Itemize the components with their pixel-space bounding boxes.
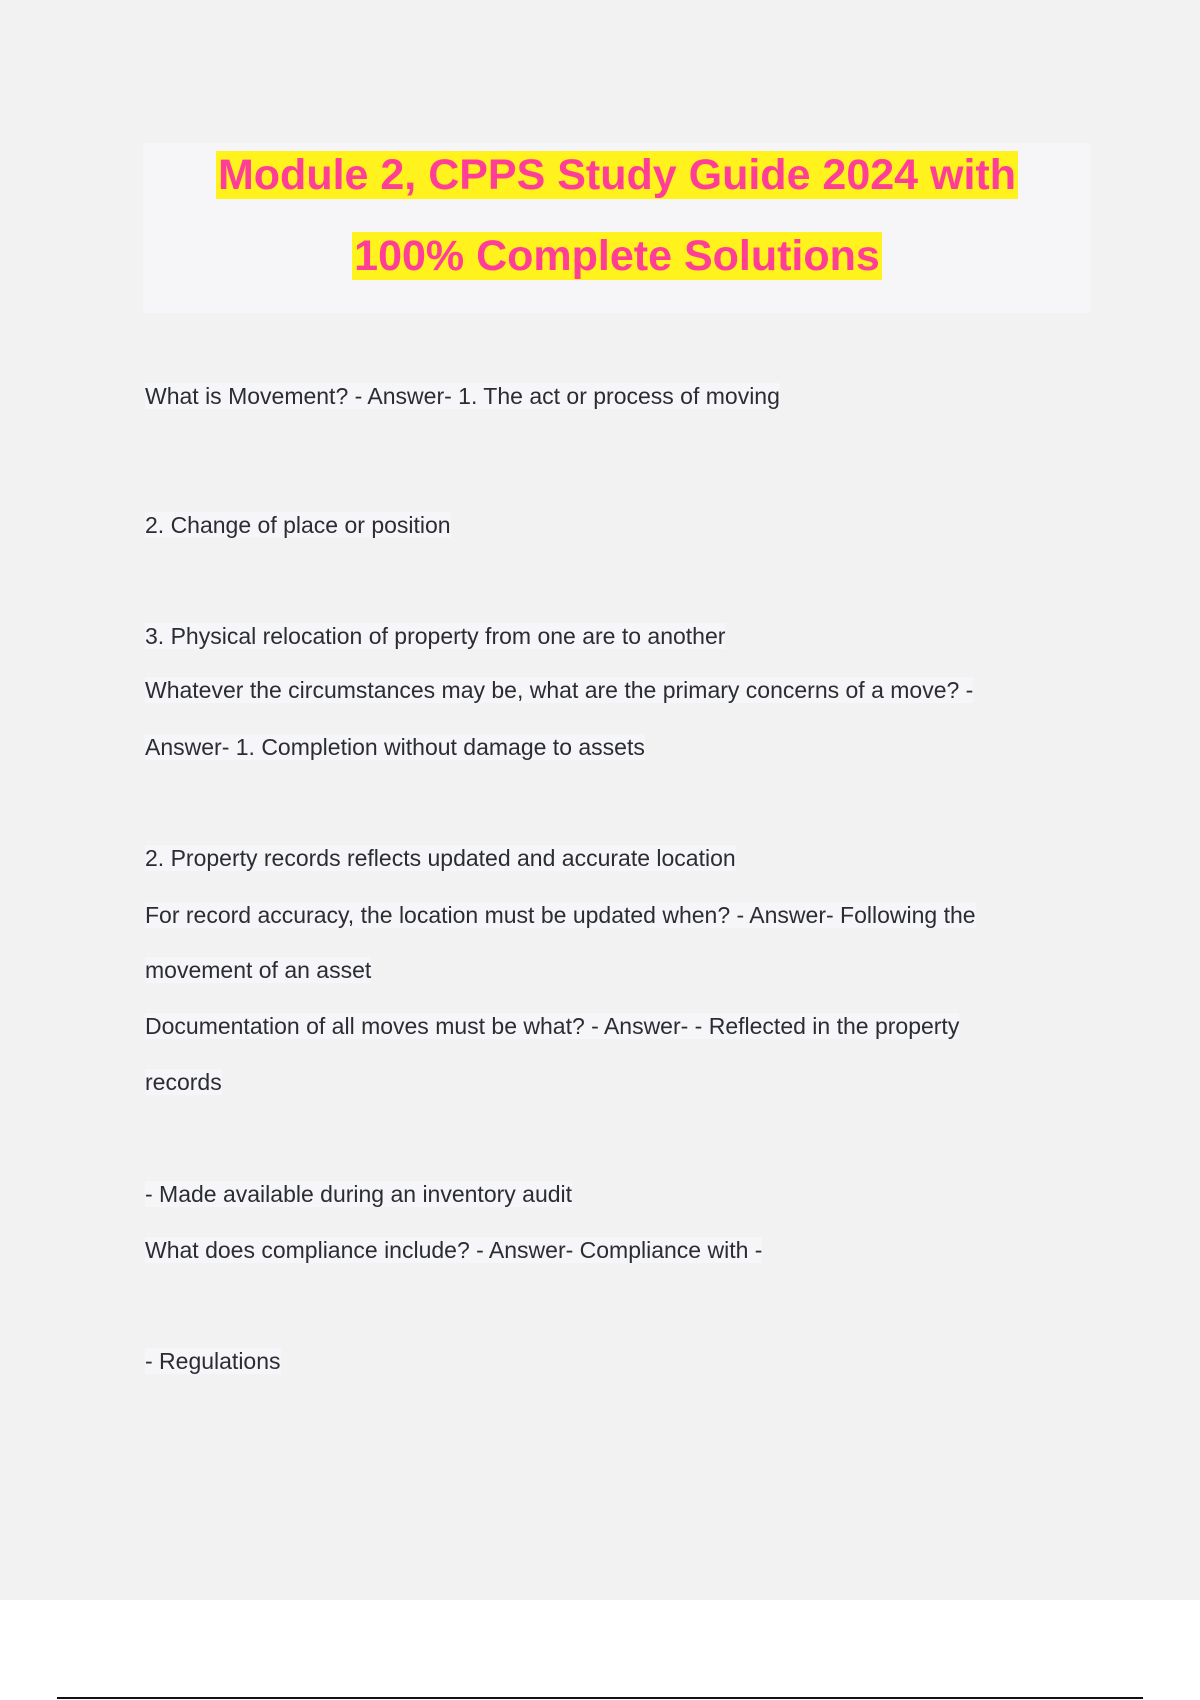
text-line: For record accuracy, the location must be updated when? - Answer- Following the: [145, 902, 976, 928]
text-line: 3. Physical relocation of property from one are to another: [145, 623, 726, 649]
document-title-line-2: 100% Complete Solutions: [354, 232, 880, 280]
text-line: - Regulations: [145, 1348, 281, 1374]
text-line: 2. Property records reflects updated and accurate location: [145, 845, 736, 871]
document-title-line-1: Module 2, CPPS Study Guide 2024 with: [217, 151, 1017, 199]
text-line: What is Movement? - Answer- 1. The act or process of moving: [145, 383, 780, 409]
text-line: 2. Change of place or position: [145, 512, 451, 538]
text-line: Whatever the circumstances may be, what are the primary concerns of a move? -: [145, 677, 974, 703]
text-line: Documentation of all moves must be what? - Answer- - Reflected in the property: [145, 1013, 960, 1039]
text-line: movement of an asset: [145, 957, 372, 983]
text-line: - Made available during an inventory audit: [145, 1181, 573, 1207]
title-block: [143, 143, 1091, 313]
text-line: Answer- 1. Completion without damage to assets: [145, 734, 645, 760]
footer-rule: [57, 1697, 1143, 1699]
text-line: What does compliance include? - Answer- Compliance with -: [145, 1237, 763, 1263]
text-line: records: [145, 1069, 222, 1095]
